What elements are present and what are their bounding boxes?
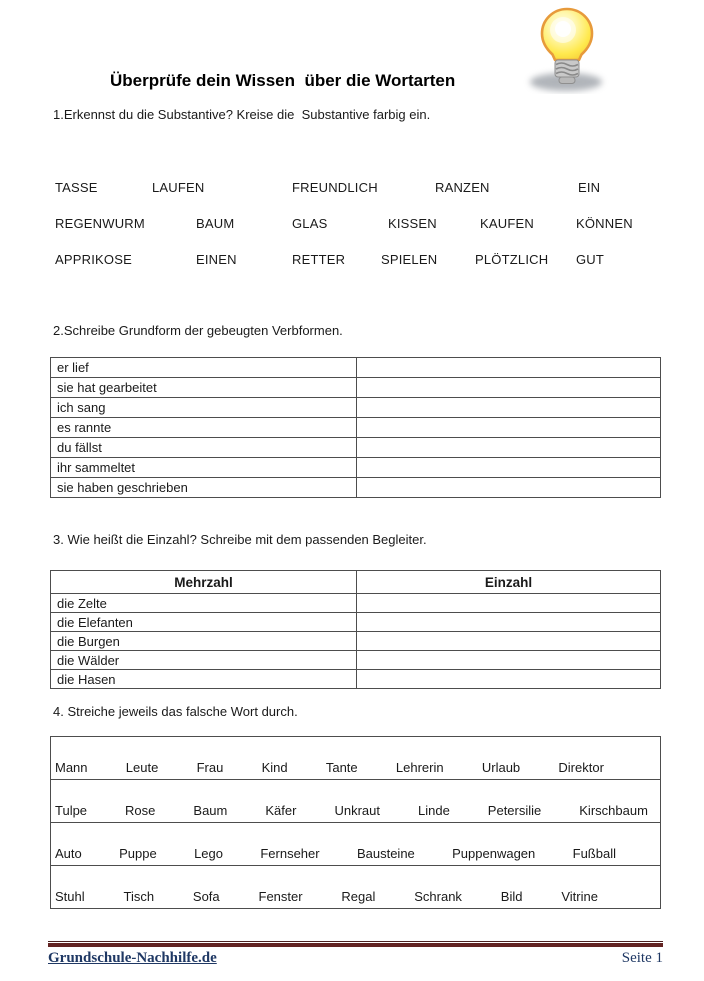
table-row: [51, 737, 661, 780]
footer-site-link[interactable]: Grundschule-Nachhilfe.de: [48, 950, 217, 966]
candidate-word: FREUNDLICH: [292, 180, 378, 195]
candidate-word: Puppe: [119, 846, 157, 861]
task3-instruction: 3. Wie heißt die Einzahl? Schreibe mit dem passenden Begleiter.: [53, 532, 427, 547]
table-row: [51, 458, 661, 478]
candidate-word: RETTER: [292, 252, 346, 267]
verb-form-cell: ihr sammeltet: [51, 458, 357, 478]
verb-form-cell: ich sang: [51, 398, 357, 418]
table-row: [51, 780, 661, 823]
candidate-word: REGENWURM: [55, 216, 145, 231]
answer-cell: [357, 478, 661, 498]
candidate-word: Tante: [325, 760, 358, 775]
table-row: [51, 358, 661, 378]
plural-cell: die Zelte: [51, 594, 357, 613]
candidate-word: Puppenwagen: [452, 846, 536, 861]
table-row: [51, 651, 661, 670]
table-row: [51, 866, 661, 909]
candidate-word: Direktor: [558, 760, 604, 775]
answer-cell: [357, 398, 661, 418]
table-row: [51, 613, 661, 632]
answer-cell: [357, 651, 661, 670]
candidate-word: Rose: [125, 803, 156, 818]
verb-form-cell: du fällst: [51, 438, 357, 458]
candidate-word: GUT: [576, 252, 605, 267]
answer-cell: [357, 613, 661, 632]
candidate-word: TASSE: [55, 180, 98, 195]
verb-form-cell: es rannte: [51, 418, 357, 438]
candidate-word: Fenster: [258, 889, 303, 904]
word-row-cell: [51, 737, 661, 780]
answer-cell: [357, 438, 661, 458]
table-row: [51, 478, 661, 498]
answer-cell: [357, 458, 661, 478]
table-row: [51, 670, 661, 689]
candidate-word: Tulpe: [55, 803, 88, 818]
answer-cell: [357, 358, 661, 378]
plural-cell: die Burgen: [51, 632, 357, 651]
candidate-word: Auto: [55, 846, 82, 861]
candidate-word: Fußball: [572, 846, 616, 861]
candidate-word: Stuhl: [55, 889, 85, 904]
table-row: [51, 378, 661, 398]
verb-forms-table: [50, 357, 661, 498]
table-row: [51, 438, 661, 458]
strike-wrong-word-table: [50, 736, 661, 909]
word-row-cell: [51, 866, 661, 909]
candidate-word: Leute: [125, 760, 159, 775]
table-row: [51, 398, 661, 418]
candidate-word: KÖNNEN: [576, 216, 633, 231]
candidate-word: EIN: [578, 180, 601, 195]
table-row: [51, 632, 661, 651]
answer-cell: [357, 378, 661, 398]
footer-rule: [48, 943, 663, 947]
answer-cell: [357, 632, 661, 651]
table-row: [51, 418, 661, 438]
candidate-word: Vitrine: [561, 889, 598, 904]
verb-form-cell: er lief: [51, 358, 357, 378]
plural-cell: die Wälder: [51, 651, 357, 670]
candidate-word: LAUFEN: [152, 180, 205, 195]
task4-instruction: 4. Streiche jeweils das falsche Wort durch.: [53, 704, 298, 719]
answer-cell: [357, 670, 661, 689]
einzahl-header: Einzahl: [357, 571, 661, 594]
candidate-word: Baum: [193, 803, 228, 818]
task2-instruction: 2.Schreibe Grundform der gebeugten Verbformen.: [53, 323, 343, 338]
verb-form-cell: sie haben geschrieben: [51, 478, 357, 498]
page-title: Überprüfe dein Wissen über die Wortarten: [110, 71, 456, 90]
mehrzahl-header: Mehrzahl: [51, 571, 357, 594]
candidate-word: Linde: [417, 803, 450, 818]
candidate-word: Bausteine: [356, 846, 415, 861]
candidate-word: Fernseher: [260, 846, 320, 861]
candidate-word: KISSEN: [388, 216, 437, 231]
candidate-word: Schrank: [414, 889, 462, 904]
candidate-word: Tisch: [123, 889, 155, 904]
answer-cell: [357, 594, 661, 613]
table-row: [51, 594, 661, 613]
candidate-word: RANZEN: [435, 180, 490, 195]
candidate-word: Urlaub: [481, 760, 521, 775]
candidate-word: KAUFEN: [480, 216, 534, 231]
answer-cell: [357, 418, 661, 438]
candidate-word: Petersilie: [487, 803, 542, 818]
candidate-word: Regal: [341, 889, 376, 904]
candidate-word: Kirschbaum: [579, 803, 648, 818]
candidate-word: Lehrerin: [395, 760, 444, 775]
plural-cell: die Elefanten: [51, 613, 357, 632]
candidate-word: SPIELEN: [381, 252, 438, 267]
plural-cell: die Hasen: [51, 670, 357, 689]
candidate-word: BAUM: [196, 216, 235, 231]
candidate-word: APPRIKOSE: [55, 252, 132, 267]
task1-instruction: 1.Erkennst du die Substantive? Kreise die Substantive farbig ein.: [53, 107, 431, 122]
candidate-word: Lego: [194, 846, 223, 861]
candidate-word: PLÖTZLICH: [475, 252, 549, 267]
verb-form-cell: sie hat gearbeitet: [51, 378, 357, 398]
candidate-word: Bild: [500, 889, 523, 904]
candidate-word: EINEN: [196, 252, 237, 267]
table-header-row: [51, 571, 661, 594]
candidate-word: Mann: [55, 760, 88, 775]
candidate-word: GLAS: [292, 216, 328, 231]
singular-plural-table: [50, 570, 661, 689]
page-number: Seite 1: [621, 950, 663, 966]
word-row-cell: [51, 823, 661, 866]
candidate-word: Frau: [196, 760, 224, 775]
candidate-word: Unkraut: [334, 803, 380, 818]
footer-rule: [48, 941, 663, 942]
word-row-cell: [51, 780, 661, 823]
lightbulb-icon: [522, 6, 612, 94]
candidate-word: Kind: [261, 760, 288, 775]
footer: [48, 941, 663, 967]
table-row: [51, 823, 661, 866]
candidate-word: Sofa: [192, 889, 220, 904]
candidate-word: Käfer: [265, 803, 297, 818]
